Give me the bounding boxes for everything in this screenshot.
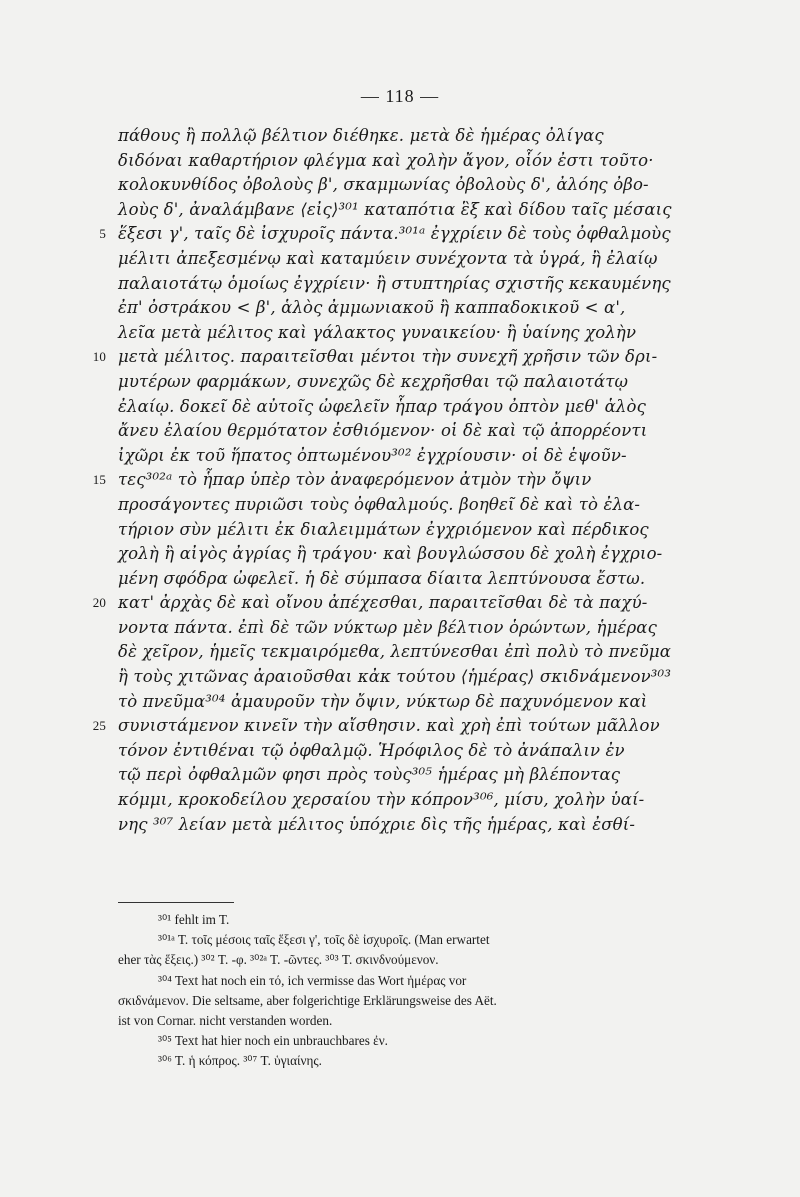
text-line xyxy=(118,690,738,715)
footnote-line: σκιδνάμενον. Die seltsame, aber folgerichtige Erklärungsweise des Aët. xyxy=(118,992,497,1008)
text-line xyxy=(118,370,738,395)
line-text: νοντα πάντα. ἐπὶ δὲ τῶν νύκτωρ μὲν βέλτιον ὁρώντων, ἡμέρας xyxy=(118,617,657,637)
text-line xyxy=(118,813,738,838)
text-line xyxy=(118,198,738,223)
line-text: λοὺς δ', ἀναλάμβανε ⟨εἰς⟩³⁰¹ καταπότια ἓξ καὶ δίδου ταῖς μέσαις xyxy=(118,199,672,219)
line-text: ἢ τοὺς χιτῶνας ἀραιοῦσθαι κἀκ τούτου ⟨ἡμέρας⟩ σκιδνάμενον³⁰³ xyxy=(118,667,672,687)
line-number: 20 xyxy=(92,595,106,611)
line-number: 10 xyxy=(92,349,106,365)
line-text: λεῖα μετὰ μέλιτος καὶ γάλακτος γυναικείου· ἢ ὑαίνης χολὴν xyxy=(118,322,637,342)
text-line xyxy=(92,591,738,616)
footnote-separator xyxy=(118,902,234,903)
text-line xyxy=(118,419,738,444)
line-number: 15 xyxy=(92,472,106,488)
line-text: παλαιοτάτῳ ὁμοίως ἐγχρίειν· ἢ στυπτηρίας σχιστῆς κεκαυμένης xyxy=(118,273,671,293)
text-line xyxy=(99,222,738,247)
text-line xyxy=(118,247,738,272)
line-text: πάθους ἢ πολλῷ βέλτιον διέθηκε. μετὰ δὲ ἡμέρας ὀλίγας xyxy=(118,126,604,145)
text-line xyxy=(92,714,738,739)
line-text: μέλιτι ἀπεξεσμένῳ καὶ καταμύειν συνέχοντα τὰ ὑγρά, ἢ ἐλαίῳ xyxy=(118,248,658,268)
line-text: μυτέρων φαρμάκων, συνεχῶς δὲ κεχρῆσθαι τῷ παλαιοτάτῳ xyxy=(118,371,629,391)
text-line xyxy=(118,518,738,543)
line-text: τήριον σὺν μέλιτι ἐκ διαλειμμάτων ἐγχριόμενον καὶ πέρδικος xyxy=(118,519,649,539)
text-line xyxy=(92,345,738,370)
footnote-line: ist von Cornar. nicht verstanden worden. xyxy=(118,1012,333,1028)
text-line xyxy=(118,444,738,469)
line-text: ἰχῶρι ἐκ τοῦ ἥπατος ὀπτωμένου³⁰² ἐγχρίουσιν· οἱ δὲ ἑψοῦν- xyxy=(118,445,627,465)
text-line xyxy=(118,321,738,346)
line-text: κατ' ἀρχὰς δὲ καὶ οἴνου ἀπέχεσθαι, παραιτεῖσθαι δὲ τὰ παχύ- xyxy=(118,593,648,613)
line-text: συνιστάμενον κινεῖν τὴν αἴσθησιν. καὶ χρὴ ἐπὶ τούτων μᾶλλον xyxy=(118,716,660,736)
text-line xyxy=(118,493,738,518)
page-number: — 118 — xyxy=(360,86,440,106)
line-text: προσάγοντες πυριῶσι τοὺς ὀφθαλμούς. βοηθεῖ δὲ καὶ τὸ ἐλα- xyxy=(118,494,641,514)
line-text: κόμμι, κροκοδείλου χερσαίου τὴν κόπρον³⁰⁶, μίσυ, χολὴν ὑαί- xyxy=(118,790,645,810)
text-line xyxy=(118,272,738,297)
text-line xyxy=(118,124,738,149)
text-line xyxy=(118,665,738,690)
main-text xyxy=(92,124,738,837)
line-text: τόνον ἐντιθέναι τῷ ὀφθαλμῷ. Ἡρόφιλος δὲ τὸ ἀνάπαλιν ἐν xyxy=(118,740,625,760)
line-text: νης ³⁰⁷ λείαν μετὰ μέλιτος ὑπόχριε δὶς τῆς ἡμέρας, καὶ ἐσθί- xyxy=(118,814,636,834)
text-line xyxy=(118,395,738,420)
footnote-line: ³⁰⁴ Text hat noch ein τό, ich vermisse das Wort ἡμέρας vor xyxy=(158,972,467,988)
line-text: δὲ χεῖρον, ἡμεῖς τεκμαιρόμεθα, λεπτύνεσθαι ἐπὶ πολὺ τὸ πνεῦμα xyxy=(118,642,672,662)
text-line xyxy=(118,542,738,567)
text-line xyxy=(118,296,738,321)
footnote-line: ³⁰⁵ Text hat hier noch ein unbrauchbares ἐν. xyxy=(158,1033,388,1049)
text-line xyxy=(92,468,738,493)
text-line xyxy=(118,788,738,813)
line-text: κολοκυνθίδος ὀβολοὺς β', σκαμμωνίας ὀβολοὺς δ', ἀλόης ὀβο- xyxy=(118,175,649,195)
text-line xyxy=(118,616,738,641)
line-text: μετὰ μέλιτος. παραιτεῖσθαι μέντοι τὴν συνεχῆ χρῆσιν τῶν δρι- xyxy=(118,347,658,367)
text-line xyxy=(118,640,738,665)
line-text: τῷ περὶ ὀφθαλμῶν φησι πρὸς τοὺς³⁰⁵ ἡμέρας μὴ βλέποντας xyxy=(118,765,621,785)
footnote-line: ³⁰¹ᵃ T. τοῖς μέσοις ταῖς ἕξεσι γ', τοῖς δὲ ἰσχυροῖς. (Man erwartet xyxy=(158,932,490,948)
text-line xyxy=(118,763,738,788)
line-text: ἄνευ ἐλαίου θερμότατον ἐσθιόμενον· οἱ δὲ καὶ τῷ ἀπορρέοντι xyxy=(118,421,648,441)
text-line xyxy=(118,567,738,592)
line-text: τες³⁰²ᵃ τὸ ἧπαρ ὑπὲρ τὸν ἀναφερόμενον ἀτμὸν τὴν ὄψιν xyxy=(118,470,592,490)
footnote-line: ³⁰¹ fehlt im T. xyxy=(158,912,230,927)
text-line xyxy=(118,739,738,764)
footnote-line: eher τὰς ἕξεις.) ³⁰² T. -φ. ³⁰²ᵃ T. -ῶντες. ³⁰³ T. σκινδνούμενον. xyxy=(118,952,439,968)
line-number: 25 xyxy=(92,718,106,734)
line-text: χολὴ ἢ αἰγὸς ἀγρίας ἢ τράγου· καὶ βουγλώσσου δὲ χολὴ ἐγχριο- xyxy=(118,544,663,564)
footnote-line: ³⁰⁶ T. ἡ κόπρος. ³⁰⁷ T. ὑγιαίνης. xyxy=(158,1053,322,1069)
line-text: ἐπ' ὀστράκου < β', ἁλὸς ἀμμωνιακοῦ ἢ καππαδοκικοῦ < α', xyxy=(118,298,626,318)
footnotes xyxy=(118,910,748,1072)
line-text: ἕξεσι γ', ταῖς δὲ ἰσχυροῖς πάντα.³⁰¹ᵃ ἐγχρίειν δὲ τοὺς ὀφθαλμοὺς xyxy=(118,224,671,244)
line-text: ἐλαίῳ. δοκεῖ δὲ αὐτοῖς ὠφελεῖν ἧπαρ τράγου ὀπτὸν μεθ' ἁλὸς xyxy=(118,396,647,416)
text-line xyxy=(118,149,738,174)
line-text: μένη σφόδρα ὠφελεῖ. ἡ δὲ σύμπασα δίαιτα λεπτύνουσα ἔστω. xyxy=(118,568,646,588)
line-number: 5 xyxy=(99,226,106,242)
text-line xyxy=(118,173,738,198)
line-text: διδόναι καθαρτήριον φλέγμα καὶ χολὴν ἄγον, οἷόν ἐστι τοῦτο· xyxy=(118,150,654,170)
line-text: τὸ πνεῦμα³⁰⁴ ἀμαυροῦν τὴν ὄψιν, νύκτωρ δὲ παχυνόμενον καὶ xyxy=(118,691,648,711)
